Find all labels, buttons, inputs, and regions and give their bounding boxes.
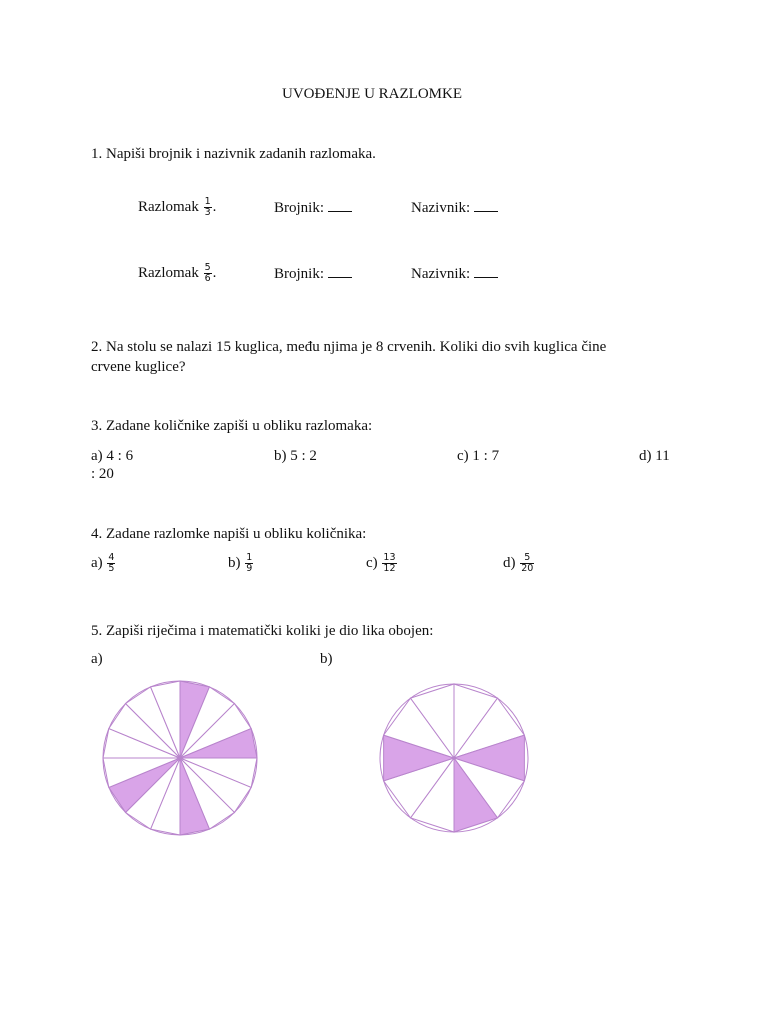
q5-label-b: b) bbox=[320, 651, 333, 667]
question-5-text: 5. Zapiši riječima i matematički koliki je dio lika obojen: bbox=[91, 623, 434, 639]
answer-blank bbox=[328, 276, 352, 278]
q3-item-d: d) 11 bbox=[639, 448, 670, 464]
answer-blank bbox=[474, 276, 498, 278]
q4-item-c bbox=[366, 553, 398, 574]
circle-b-diagram bbox=[370, 682, 538, 836]
fraction-4-5 bbox=[107, 553, 115, 574]
fraction-denominator: 20 bbox=[521, 563, 534, 574]
q3-item-c: c) 1 : 7 bbox=[457, 448, 500, 464]
q1-row-2-brojnik bbox=[274, 266, 352, 283]
question-2-line-1: 2. Na stolu se nalazi 15 kuglica, među njima je 8 crvenih. Koliki dio svih kuglica čine bbox=[91, 339, 607, 355]
q4-item-d bbox=[503, 553, 535, 574]
fraction-denominator: 12 bbox=[383, 563, 396, 574]
fraction-denominator: 6 bbox=[204, 273, 211, 284]
fraction-5-20 bbox=[520, 553, 534, 574]
fraction-numerator: 13 bbox=[383, 552, 396, 563]
fraction-13-12 bbox=[382, 553, 396, 574]
fraction-numerator: 1 bbox=[246, 552, 253, 563]
nazivnik-label: Nazivnik: bbox=[411, 200, 471, 216]
q1-row-2-fraction: Razlomak $\frac{5}{6}$ . bbox=[138, 262, 217, 284]
item-label: c) bbox=[366, 554, 378, 571]
question-2-line-2: crvene kuglice? bbox=[91, 359, 186, 375]
page-title: UVOĐENJE U RAZLOMKE bbox=[282, 86, 462, 102]
fraction-numerator: 1 bbox=[204, 196, 211, 207]
answer-blank bbox=[474, 210, 498, 212]
circle-a-wedges bbox=[103, 681, 257, 835]
q3-item-b: b) 5 : 2 bbox=[274, 448, 317, 464]
brojnik-label: Brojnik: bbox=[274, 200, 325, 216]
fraction-1-3 bbox=[204, 197, 212, 218]
q1-row-1-label: Razlomak bbox=[138, 198, 199, 215]
q1-row-2-label: Razlomak bbox=[138, 264, 199, 281]
q1-row-1-fraction: Razlomak $\frac{1}{3}$ . bbox=[138, 196, 217, 218]
fraction-denominator: 5 bbox=[108, 563, 115, 574]
q1-row-1-brojnik bbox=[274, 200, 352, 217]
item-label: d) bbox=[503, 554, 516, 571]
question-1-text: 1. Napiši brojnik i nazivnik zadanih razlomaka. bbox=[91, 146, 376, 162]
item-label: a) bbox=[91, 554, 103, 571]
q1-row-2-nazivnik bbox=[411, 266, 498, 283]
nazivnik-label: Nazivnik: bbox=[411, 266, 471, 282]
q4-item-b bbox=[228, 553, 254, 574]
answer-blank bbox=[328, 210, 352, 212]
fraction-numerator: 5 bbox=[524, 552, 531, 563]
fraction-5-6 bbox=[204, 263, 212, 284]
q3-item-a: a) 4 : 6 bbox=[91, 448, 134, 464]
fraction-numerator: 4 bbox=[108, 552, 115, 563]
q5-label-a: a) bbox=[91, 651, 103, 667]
question-4-text: 4. Zadane razlomke napiši u obliku količnika: bbox=[91, 526, 367, 542]
fraction-numerator: 5 bbox=[204, 262, 211, 273]
circle-b-wedges bbox=[380, 684, 528, 832]
q4-item-a bbox=[91, 553, 116, 574]
question-3-text: 3. Zadane količnike zapiši u obliku razlomaka: bbox=[91, 418, 373, 434]
item-label: b) bbox=[228, 554, 241, 571]
fraction-denominator: 9 bbox=[246, 563, 253, 574]
q3-item-d-continued: : 20 bbox=[91, 466, 114, 482]
circle-a-diagram bbox=[96, 680, 266, 838]
q1-row-1-nazivnik bbox=[411, 200, 498, 217]
fraction-1-9 bbox=[245, 553, 253, 574]
brojnik-label: Brojnik: bbox=[274, 266, 325, 282]
fraction-denominator: 3 bbox=[204, 207, 211, 218]
